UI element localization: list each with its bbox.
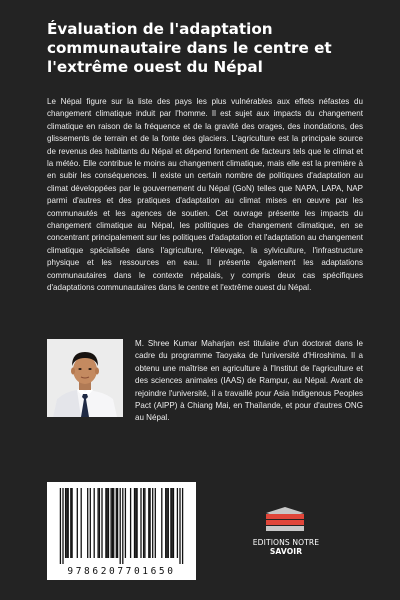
barcode-bar (108, 488, 109, 558)
barcode-bar (116, 488, 117, 558)
barcode-bar (60, 488, 61, 564)
book-title: Évaluation de l'adaptation communautaire dans le centre et l'extrême ouest du Népal (47, 20, 332, 76)
barcode-bar (71, 488, 72, 558)
barcode-bar (166, 488, 167, 558)
barcode-bar (182, 488, 183, 564)
barcode-bar (134, 488, 135, 558)
publisher-name (236, 538, 336, 556)
barcode-bar (122, 488, 123, 564)
author-portrait-icon (47, 339, 123, 417)
barcode-bar (179, 488, 180, 564)
barcode-digits: 9786207701650 (67, 566, 176, 577)
barcode-bar (143, 488, 144, 558)
publisher-logo (260, 505, 310, 535)
barcode-bar (94, 488, 95, 558)
barcode-bar (113, 488, 114, 558)
barcode-bar (172, 488, 173, 558)
barcode-bar (177, 488, 178, 558)
barcode-bar (65, 488, 66, 558)
barcode-bar (125, 488, 126, 558)
barcode-bar (110, 488, 111, 558)
author-photo (47, 339, 123, 417)
barcode-bar (149, 488, 150, 558)
book-description: Le Népal figure sur la liste des pays les plus vulnérables aux effets néfastes du changement climatique induit par l'homme. Il est sujet aux impacts du changement climatique en raison de la fréquence et de la gravité des orages, des inondations, des glissements de terrain et de la fonte des glaciers. L'agriculture est la principale source de revenus des habitants du Népal et dépend fortement de facteurs tels que le climat et la météo. Elle contribue le moins au changement climatique, mais elle est la première à en subir les conséquences. Il existe un certain nombre de politiques d'adaptation au climat développées par le gouvernement du Népal (GoN) telles que NAPA, LAPA, NAP parmi d'autres et des pratiques d'adaptation au climat mises en œuvre par les communautés et les agences de soutien. Cet ouvrage présente les impacts du changement climatique au Népal, les politiques de changement climatique, en se concentrant principalement sur les politiques d'adaptation et l'adaptation au changement climatique spécialisée dans l'agriculture, l'élevage, la sylviculture, l'infrastructure physique et les ressources en eau. Il présente également les adaptations communautaires dans le contexte népalais, y compris deux cas spécifiques d'adaptations communautaires dans le centre et l'extrême ouest du Népal. (47, 97, 363, 293)
barcode-bar (62, 488, 63, 564)
barcode-bar (66, 488, 67, 558)
barcode-bar (120, 488, 121, 564)
barcode-bar (165, 488, 166, 558)
barcode-bar (107, 488, 108, 558)
isbn-barcode (47, 482, 196, 580)
barcode-bar (77, 488, 78, 558)
barcode-bar (81, 488, 82, 558)
barcode-bar (117, 488, 118, 558)
publisher-name-bold: SAVOIR (269, 547, 303, 556)
barcode-bar (112, 488, 113, 558)
barcode-bar (68, 488, 69, 558)
barcode-bar (148, 488, 149, 558)
barcode-bar (168, 488, 169, 558)
barcode-bar (70, 488, 71, 558)
barcode-bar (105, 488, 106, 558)
publisher-name-light: EDITIONS NOTRE (252, 538, 320, 547)
barcode-bar (152, 488, 153, 558)
barcode-bar (135, 488, 136, 558)
barcode-bar (101, 488, 102, 558)
barcode-bar (130, 488, 131, 558)
barcode-bar (144, 488, 145, 558)
barcode-bar (155, 488, 156, 558)
barcode-bar (173, 488, 174, 558)
barcode-bar (170, 488, 171, 558)
barcode-bar (161, 488, 162, 558)
barcode-bar (97, 488, 98, 558)
barcode-bar (90, 488, 91, 558)
stacked-books-icon (260, 505, 310, 535)
author-biography: M. Shree Kumar Maharjan est titulaire d'un doctorat dans le cadre du programme Taoyaka de l'université d'Hiroshima. Il a obtenu une maîtrise en agriculture à l'Institut de l'agriculture et des sciences animales (IAAS) de Rampur, au Népal. Avant de rejoindre l'université, il a travaillé pour Asia Indigenous Peoples Pact (AIPP) à Chiang Mai, en Thaïlande, et pour d'autres ONG au Népal. (135, 339, 363, 423)
barcode-bar (99, 488, 100, 558)
barcode-bar (140, 488, 141, 558)
barcode-bar (87, 488, 88, 558)
barcode-bar (136, 488, 137, 558)
barcode-bars (47, 482, 196, 564)
